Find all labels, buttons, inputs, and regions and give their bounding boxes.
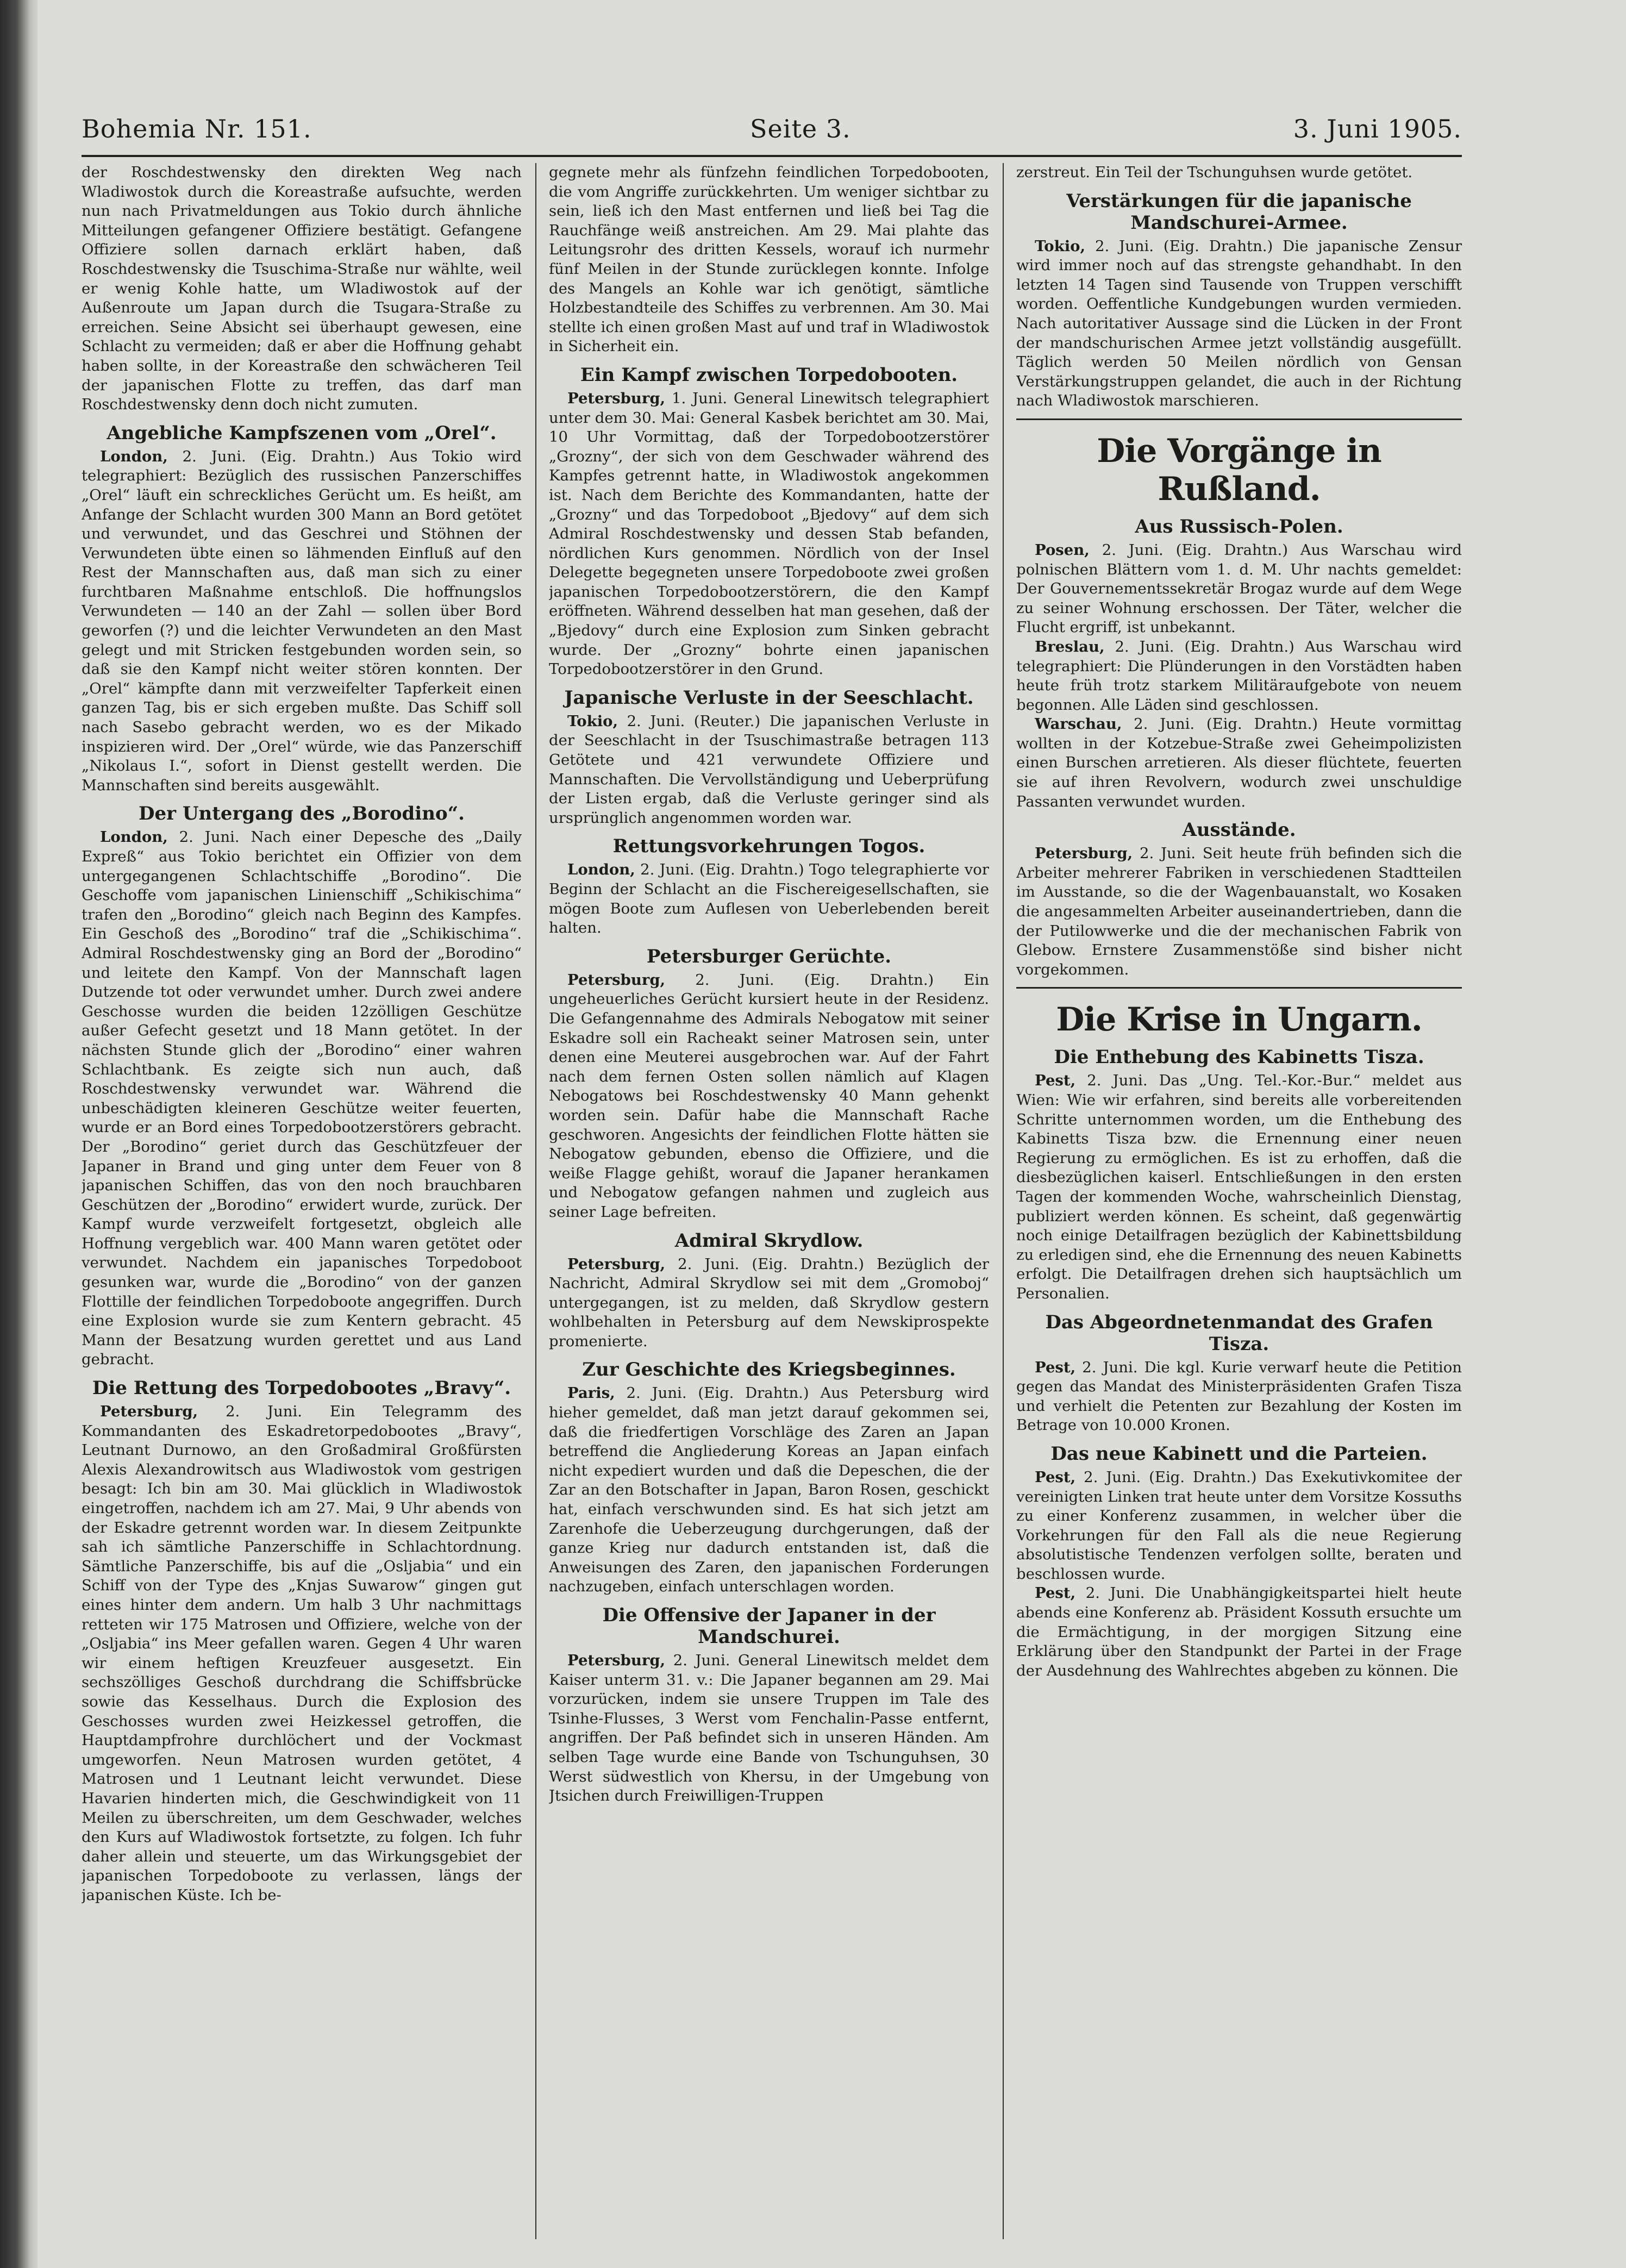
article-body: 2. Juni. Nach einer Depesche des „Daily Expreß“ aus Tokio berichtet ein Offizier von dem untergegangenen Schlachtschiffe „Borodino“. Die Geschoffe vom japanischen Linienschiff „Schikischima“ trafen den „Borodino“ gleich nach Beginn des Kampfes. Ein Geschoß des „Borodino“ traf die „Schikischima“. Admiral Roschdestwensky ging an Bord der „Borodino“ und leitete den Kampf. Von der Mannschaft lagen Dutzende tot oder verwundet umher. Durch zwei andere Geschosse wurden die beiden 12zölligen Geschütze außer Gefecht gesetzt und 18 Mann getötet. In der nächsten Stunde glich der „Borodino“ einer wahren Schlachtbank. Es zeigte sich nun auch, daß Roschdestwensky verwundet war. Während die unbeschädigten kleineren Geschütze weiter feuerten, wurde er an Bord eines Torpedobootzerstörers gebracht. Der „Borodino“ geriet durch das Geschützfeuer der Japaner in Brand und ging unter dem Feuer von 8 japanischen Schiffen, das von den noch brauchbaren Geschützen der „Borodino“ erwidert wurde, zurück. Der Kampf wurde verzweifelt fortgesetzt, obgleich alle Hoffnung vergeblich war. 400 Mann waren getötet oder verwundet. Nachdem ein japanisches Torpedoboot gesunken war, wurde die „Borodino“ von der ganzen Flottille der feindlichen Torpedoboote angegriffen. Durch eine Explosion wurde sie zum Kentern gebracht. 45 Mann der Besatzung wurden gerettet und aus Land gebracht. xyxy=(82,828,522,1369)
article-body: 2. Juni. General Linewitsch meldet dem Kaiser unterm 31. v.: Die Japaner begannen am 29. Mai vorzurücken, indem sie unsere Truppen im Tale des Tsinhe-Flusses, 3 Werst vom Fenchalin-Passe entfernt, angriffen. Der Paß befindet sich in unseren Händen. Am selben Tage wurde eine Bande von Tschunguhsen, 30 Werst südwestlich von Khersu, in der Umgebung von Jtsichen durch Freiwilligen-Truppen xyxy=(549,1652,989,1805)
page-header xyxy=(82,103,1462,152)
article-heading: Verstärkungen für die japanische Mandschurei-Armee. xyxy=(1066,190,1412,234)
dateline: Paris, xyxy=(567,1384,615,1402)
dateline: Petersburg, xyxy=(1035,845,1133,863)
article-body: 2. Juni. (Eig. Drahtn.) Die japanische Zensur wird immer noch auf das strengste gehandhabt. In den letzten 14 Tagen sind Tausende von Truppen verschifft worden. Oeffentliche Kundgebungen wurden vermieden. Nach autoritativer Aussage sind die Lücken in der Front der mandschurischen Armee jetzt vollständig ausgefüllt. Täglich werden 50 Meilen nördlich von Gensan Verstärkungstruppen gelandet, die auch in der Richtung nach Wladiwostok marschieren. xyxy=(1016,237,1462,410)
article-body: 1. Juni. General Linewitsch telegraphiert unter dem 30. Mai: General Kasbek berichtet am 30. Mai, 10 Uhr Vormittag, daß der Torpedobootzerstörer „Grozny“, der sich von dem Geschwader während des Kampfes getrennt hatte, in Wladiwostok angekommen ist. Nach dem Berichte des Kommandanten, hatte der „Grozny“ und das Torpedoboot „Bjedovy“ auf dem sich Admiral Roschdestwensky und dessen Stab befanden, nördlichen Kurs genommen. Nördlich von der Insel Delegette begegneten unsere Torpedoboote zwei großen japanischen Torpedobootzerstörern, die den Kampf eröffneten. Während desselben hat man gesehen, daß der „Bjedovy“ durch eine Explosion zum Sinken gebracht wurde. Der „Grozny“ bohrte einen japanischen Torpedobootzerstörer in den Grund. xyxy=(549,389,989,678)
issue-date: 3. Juni 1905. xyxy=(1293,114,1462,143)
section-heading: Die Krise in Ungarn. xyxy=(1056,1001,1422,1039)
column-divider xyxy=(1003,163,1004,2239)
article-paragraph: gegnete mehr als fünfzehn feindlichen Torpedobooten, die vom Angriffe zurückkehrten. Um weniger sichtbar zu sein, ließ ich den Mast entfernen und ließ bei Tag die Rauchfänge weiß anstreichen. Am 29. Mai plahte das Leitungsrohr des dritten Kessels, worauf ich nurmehr fünf Meilen in der Stunde zurücklegen konnte. Infolge des Mangels an Kohle war ich genötigt, sämtliche Holzbestandteile des Schiffes zu verbrennen. Am 30. Mai stellte ich einen großen Mast auf und traf in Wladiwostok in Sicherheit ein. xyxy=(549,164,989,355)
article-body: 2. Juni. (Eig. Drahtn.) Aus Petersburg wird hieher gemeldet, daß man jetzt darauf gekommen sei, daß die friedfertigen Vorschläge des Zaren an Japan betreffend die Angliederung Koreas an Japan einfach nicht expediert wurden und daß die Depeschen, die der Zar an den Botschafter in Japan, Baron Rosen, geschickt hat, einfach verschwunden sind. Es hat sich jetzt am Zarenhofe die Ueberzeugung durchgerungen, daß der ganze Krieg nur dadurch entstanden ist, daß die Anweisungen des Zaren, den japanischen Forderungen nachzugeben, einfach unterschlagen worden. xyxy=(549,1384,989,1596)
dateline: Tokio, xyxy=(1035,237,1086,255)
dateline: Pest, xyxy=(1035,1468,1076,1486)
article-heading: Die Rettung des Torpedobootes „Bravy“. xyxy=(92,1377,511,1399)
article-body: 2. Juni. (Reuter.) Die japanischen Verluste in der Seeschlacht in der Tsuschimastraße betragen 113 Getötete und 421 verwundete Offiziere und Mannschaften. Die Vervollständigung und Ueberprüfung der Listen ergab, daß die Verluste geringer sind als ursprünglich angenommen worden war. xyxy=(549,712,989,827)
article-paragraph xyxy=(549,1255,989,1352)
article-heading: Zur Geschichte des Kriegsbeginnes. xyxy=(582,1359,956,1381)
dateline: Petersburg, xyxy=(567,971,666,989)
article-paragraph xyxy=(1016,1468,1462,1584)
dateline: Petersburg, xyxy=(567,1652,666,1669)
article-heading: Der Untergang des „Borodino“. xyxy=(138,803,465,825)
article-paragraph xyxy=(549,860,989,938)
article-paragraph: zerstreut. Ein Teil der Tschunguhsen wurde getötet. xyxy=(1016,164,1413,181)
dateline: Pest, xyxy=(1035,1358,1076,1376)
dateline: Warschau, xyxy=(1035,715,1122,733)
dateline: Breslau, xyxy=(1035,638,1105,655)
article-heading: Ausstände. xyxy=(1182,819,1296,841)
article-paragraph xyxy=(1016,1584,1462,1680)
article-body: 2. Juni. (Eig. Drahtn.) Aus Warschau wird telegraphiert: Die Plünderungen in den Vorstädten haben heute früh trotz starkem Militäraufgebote von neuem begonnen. Alle Läden sind geschlossen. xyxy=(1016,638,1462,714)
article-heading: Die Enthebung des Kabinetts Tisza. xyxy=(1054,1046,1424,1069)
column-2 xyxy=(549,163,989,2239)
column-3 xyxy=(1016,163,1462,2239)
dateline: Pest, xyxy=(1035,1072,1076,1090)
article-body: 2. Juni. Die Unabhängigkeitspartei hielt heute abends eine Konferenz ab. Präsident Kossuth ersuchte um die Ermächtigung, in der morgigen Sitzung eine Erklärung über den Standpunkt der Partei in der Frage der Ausdehnung des Wahlrechtes abgeben zu können. Die xyxy=(1016,1584,1462,1679)
article-body: 2. Juni. Ein Telegramm des Kommandanten des Eskadretorpedobootes „Bravy“, Leutnant Durnowo, an den Großadmiral Großfürsten Alexis Alexandrowitsch aus Wladiwostok vom gestrigen besagt: Ich bin am 30. Mai glücklich in Wladiwostok eingetroffen, nachdem ich am 27. Mai, 9 Uhr abends von der Eskadre getrennt worden war. In diesem Zeitpunkte sah ich sämtliche Panzerschiffe in Schlachtordnung. Sämtliche Panzerschiffe, bis auf die „Osljabia“ und ein Schiff von der Type des „Knjas Suwarow“ gingen gut eines hinter dem andern. Um halb 3 Uhr nachmittags retteten wir 175 Matrosen und Offiziere, welche von der „Osljabia“ ins Meer gefallen waren. Gegen 4 Uhr waren wir einem heftigen Kreuzfeuer ausgesetzt. Ein sechszölliges Geschoß durchdrang die Schiffsbrücke sowie das Kesselhaus. Durch die Explosion des Geschosses wurden zwei Heizkessel getroffen, die Hauptdampfrohre durchlöchert und der Vockmast umgeworfen. Neun Matrosen wurden getötet, 4 Matrosen und 1 Leutnant leicht verwundet. Diese Havarien hinderten mich, die Geschwindigkeit von 11 Meilen zu überschreiten, um dem Geschwader, welches den Kurs auf Wladiwostok fortsetzte, zu folgen. Ich fuhr daher allein und steuerte, um das Wirkungsgebiet der japanischen Torpedoboote zu verlassen, längs der japanischen Küste. Ich be- xyxy=(82,1403,522,1904)
article-paragraph xyxy=(1016,541,1462,638)
article-paragraph xyxy=(1016,844,1462,979)
article-heading: Admiral Skrydlow. xyxy=(674,1229,864,1252)
dateline: Tokio, xyxy=(567,712,618,730)
scan-edge xyxy=(0,0,38,2268)
article-paragraph: der Roschdestwensky den direkten Weg nach Wladiwostok durch die Koreastraße aufsuchte, werden nun nach Privatmeldungen aus Tokio durch ähnliche Mitteilungen gefangener Offiziere bestätigt. Gefangene Offiziere sollen darnach erklärt haben, daß Roschdestwensky die Tsuschima-Straße nur wählte, weil er wenig Kohle hatte, um Wladiwostok auf der Außenroute um Japan durch die Tsugara-Straße zu erreichen. Seine Absicht sei überhaupt gewesen, eine Schlacht zu vermeiden; daß er aber die Hoffnung gehabt haben sollte, in der Koreastraße den schwächeren Teil der japanischen Flotte zu treffen, das darf man Roschdestwensky denn doch nicht zumuten. xyxy=(82,164,522,414)
article-body: 2. Juni. (Eig. Drahtn.) Heute vormittag wollten in der Kotzebue-Straße zwei Geheimpolizisten einen Burschen arretieren. Als dieser flüchtete, feuerten sie auf ihren Revolvern, wodurch zwei unschuldige Passanten verwundet wurden. xyxy=(1016,715,1462,810)
dateline: Pest, xyxy=(1035,1584,1076,1602)
article-heading: Aus Russisch-Polen. xyxy=(1135,515,1343,538)
article-paragraph xyxy=(1016,715,1462,811)
article-paragraph xyxy=(1016,1071,1462,1303)
dateline: London, xyxy=(567,861,635,879)
article-heading: Japanische Verluste in der Seeschlacht. xyxy=(564,686,974,709)
article-body: 2. Juni. (Eig. Drahtn.) Aus Tokio wird telegraphiert: Bezüglich des russischen Panzerschiffes „Orel“ läuft ein schreckliches Gerücht um. Es heißt, am Anfange der Schlacht wurden 300 Mann an Bord getötet und verwundet, und das Geschrei und Stöhnen der Verwundeten übte einen so lähmenden Einfluß auf den Rest der Mannschaften aus, daß man sich zu einer furchtbaren Maßnahme entschloß. Die hoffnungslos Verwundeten — 140 an der Zahl — sollen über Bord geworfen (?) und die leichter Verwundeten an den Mast gelegt und mit Stricken festgebunden worden sein, so daß sie den Kampf nicht weiter stören konnten. Der „Orel“ kämpfte dann mit verzweifelter Tapferkeit einen ganzen Tag, bis er sich ergeben mußte. Das Schiff soll nach Sasebo gebracht werden, wo es der Mikado inspizieren wird. Der „Orel“ würde, wie das Panzerschiff „Nikolaus I.“, sofort in Dienst gestellt werden. Die Mannschaften sind bereits ausgewählt. xyxy=(82,447,522,794)
article-body: 2. Juni. (Eig. Drahtn.) Bezüglich der Nachricht, Admiral Skrydlow sei mit dem „Gromoboj“ untergegangen, ist zu melden, daß Skrydlow gestern wohlbehalten in Petersburg auf dem Newskiprospekte promenierte. xyxy=(549,1255,989,1350)
article-paragraph xyxy=(549,1651,989,1806)
masthead-issue: Bohemia Nr. 151. xyxy=(82,114,312,143)
article-heading: Die Offensive der Japaner in der Mandschurei. xyxy=(602,1604,936,1648)
article-paragraph xyxy=(1016,237,1462,411)
article-paragraph xyxy=(1016,638,1462,715)
article-paragraph xyxy=(82,1402,522,1905)
article-paragraph xyxy=(549,389,989,679)
header-rule xyxy=(82,155,1462,157)
article-body: 2. Juni. Das „Ung. Tel.-Kor.-Bur.“ meldet aus Wien: Wie wir erfahren, sind bereits alle vorbereitenden Schritte unternommen worden, um die Enthebung des Kabinetts Tisza bzw. die Ernennung einer neuen Regierung zu ermöglichen. Es ist zu erhoffen, daß die diesbezüglichen kaiserl. Entschließungen in den ersten Tagen der kommenden Woche, wahrscheinlich Dienstag, publiziert werden können. Es scheint, daß gegenwärtig noch einige Detailfragen bezüglich der Kabinettsbildung zu erledigen sind, ehe die Ernennung des neuen Kabinetts erfolgt. Die Detailfragen drehen sich hauptsächlich um Personalien. xyxy=(1016,1072,1462,1302)
column-1 xyxy=(82,163,522,2239)
column-divider xyxy=(535,163,536,2239)
article-paragraph xyxy=(82,447,522,796)
article-paragraph xyxy=(82,828,522,1370)
page-number: Seite 3. xyxy=(750,114,851,143)
dateline: London, xyxy=(100,447,168,465)
article-paragraph xyxy=(1016,1358,1462,1435)
dateline: Posen, xyxy=(1035,541,1090,559)
dateline: Petersburg, xyxy=(567,389,666,407)
section-rule xyxy=(1016,418,1462,420)
article-paragraph xyxy=(549,1384,989,1597)
article-heading: Angebliche Kampfszenen vom „Orel“. xyxy=(107,422,497,444)
dateline: Petersburg, xyxy=(567,1255,666,1273)
article-paragraph xyxy=(549,712,989,828)
section-heading: Die Vorgänge in Rußland. xyxy=(1097,432,1381,508)
article-body: 2. Juni. Seit heute früh befinden sich die Arbeiter mehrerer Fabriken in verschiedenen Stadtteilen im Ausstande, so die der Wagenbauanstalt, wo Kosaken die angesammelten Arbeiter auseinandertrieben, dann die der Putilowwerke und die der mechanischen Fabrik von Glebow. Ernstere Zusammenstöße sind bisher nicht vorgekommen. xyxy=(1016,845,1462,978)
article-paragraph xyxy=(549,971,989,1222)
article-body: 2. Juni. (Eig. Drahtn.) Aus Warschau wird polnischen Blättern vom 1. d. M. Uhr nachts gemeldet: Der Gouvernementssekretär Brogaz wurde auf dem Wege zu seiner Wohnung erschossen. Der Täter, welcher die Flucht ergriff, ist unbekannt. xyxy=(1016,541,1462,636)
article-body: 2. Juni. Die kgl. Kurie verwarf heute die Petition gegen das Mandat des Ministerpräsidenten Grafen Tisza und verhielt die Petenten zur Bezahlung der Kosten im Betrage von 10.000 Kronen. xyxy=(1016,1358,1462,1434)
article-heading: Das Abgeordnetenmandat des Grafen Tisza. xyxy=(1045,1311,1433,1355)
section-rule xyxy=(1016,987,1462,989)
article-heading: Das neue Kabinett und die Parteien. xyxy=(1050,1442,1428,1465)
article-heading: Rettungsvorkehrungen Togos. xyxy=(612,835,925,858)
article-body: 2. Juni. (Eig. Drahtn.) Das Exekutivkomitee der vereinigten Linken trat heute unter dem Vorsitze Kossuths zu einer Konferenz zusammen, in welcher über die Vorkehrungen für den Fall als die neue Regierung absolutistische Tendenzen verfolgen sollte, beraten und beschlossen wurde. xyxy=(1016,1468,1462,1583)
dateline: Petersburg, xyxy=(100,1403,198,1421)
article-body: 2. Juni. (Eig. Drahtn.) Ein ungeheuerliches Gerücht kursiert heute in der Residenz. Die Gefangennahme des Admirals Nebogatow mit seiner Eskadre soll ein Racheakt seiner Matrosen sein, unter denen eine Meuterei ausgebrochen war. Auf der Fahrt nach dem fernen Osten sollen nämlich auf Klagen Nebogatows bei Roschdestwensky 40 Mann gehenkt worden sein. Dafür habe die Mannschaft Rache geschworen. Angesichts der feindlichen Flotte hätten sie Nebogatow gebunden, ebenso die Offiziere, und die weiße Flagge gehißt, worauf die Japaner herankamen und Nebogatow gefangen nahmen und zugleich aus seiner Lage befreiten. xyxy=(549,971,989,1221)
article-heading: Ein Kampf zwischen Torpedobooten. xyxy=(580,364,958,386)
article-body: 2. Juni. (Eig. Drahtn.) Togo telegraphierte vor Beginn der Schlacht an die Fischereigesellschaften, sie mögen Boote zum Auflesen von Ueberlebenden bereit halten. xyxy=(549,861,989,937)
article-heading: Petersburger Gerüchte. xyxy=(646,945,892,967)
dateline: London, xyxy=(100,828,168,846)
